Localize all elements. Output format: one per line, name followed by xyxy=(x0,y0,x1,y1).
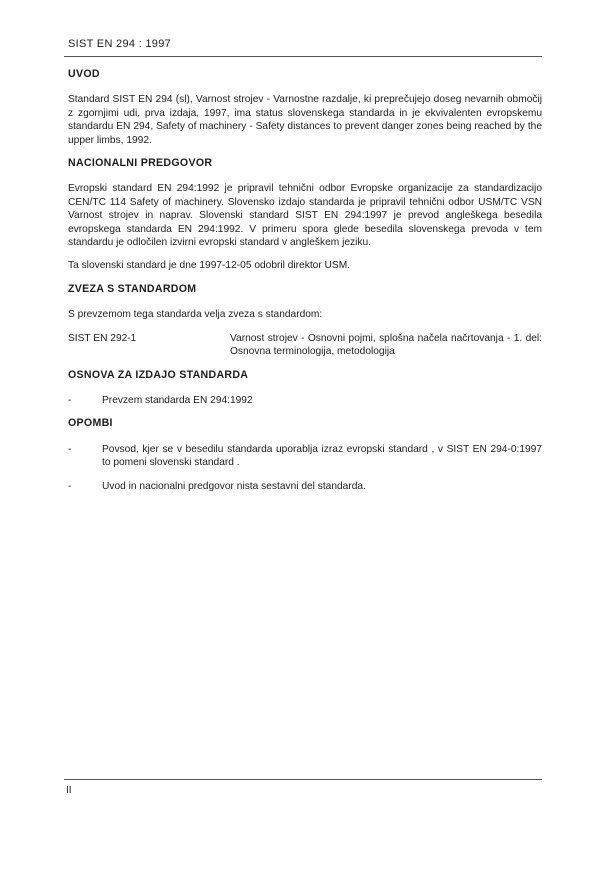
reference-row xyxy=(68,332,542,359)
document-body xyxy=(68,68,542,503)
section-osnova xyxy=(68,369,542,408)
list-item xyxy=(68,480,542,493)
list-item-text: Povsod, kjer se v besedilu standarda uporablja izraz evropski standard , v SIST EN 294-0:1997 to pomeni slovenski standard . xyxy=(102,443,542,469)
reference-description: Varnost strojev - Osnovni pojmi, splošna načela načrtovanja - 1. del: Osnovna terminologija, metodologija xyxy=(230,332,542,358)
paragraph-predgovor-2: Ta slovenski standard je dne 1997-12-05 odobril direktor USM. xyxy=(68,260,351,272)
section-heading-predgovor: NACIONALNI PREDGOVOR xyxy=(68,157,213,170)
list-item-text: Prevzem standarda EN 294:1992 xyxy=(102,394,253,406)
footer-divider xyxy=(64,779,542,780)
paragraph-uvod: Standard SIST EN 294 (sl), Varnost strojev - Varnostne razdalje, ki preprečujejo doseg nevarnih območij z zgornjimi udi, prva izdaja, 1997, ima status slovenskega standarda in je ekvivalenten evropskemu standardu EN 294, Safety of machinery - Safety distances to prevent danger zones being reached by the upper limbs, 1992. xyxy=(68,94,542,146)
paragraph-zveza-intro: S prevzemom tega standarda velja zveza s standardom: xyxy=(68,309,323,321)
page-number: II xyxy=(66,785,72,796)
running-header: SIST EN 294 : 1997 xyxy=(68,38,172,50)
list-dash: - xyxy=(68,394,72,406)
list-dash: - xyxy=(68,443,72,455)
paragraph-predgovor-1: Evropski standard EN 294:1992 je pripravil tehnični odbor Evropske organizacije za standardizacijo CEN/TC 114 Safety of machinery. Slovensko izdajo standarda je pripravil tehnični odbor USM/TC VSN Varnost strojev in naprav. Slovenski standard SIST EN 294:1997 je prevod angleškega besedila evropskega standarda EN 294:1992. V primeru spora glede besedila slovenskega prevoda v tem standardu je odločilen izvirni evropski standard v angleškem jeziku. xyxy=(68,183,542,249)
header-divider xyxy=(64,56,542,57)
list-item xyxy=(68,394,542,407)
section-uvod xyxy=(68,68,542,147)
section-opombi xyxy=(68,417,542,493)
section-heading-uvod: UVOD xyxy=(68,68,100,80)
section-heading-opombi: OPOMBI xyxy=(68,417,113,430)
reference-code: SIST EN 292-1 xyxy=(68,332,137,344)
list-dash: - xyxy=(68,480,72,492)
section-nacionalni-predgovor xyxy=(68,157,542,273)
section-zveza xyxy=(68,283,542,359)
section-heading-zveza: ZVEZA S STANDARDOM xyxy=(68,282,197,295)
section-heading-osnova: OSNOVA ZA IZDAJO STANDARDA xyxy=(68,368,249,381)
list-item xyxy=(68,443,542,470)
list-item-text: Uvod in nacionalni predgovor nista sestavni del standarda. xyxy=(102,480,366,492)
